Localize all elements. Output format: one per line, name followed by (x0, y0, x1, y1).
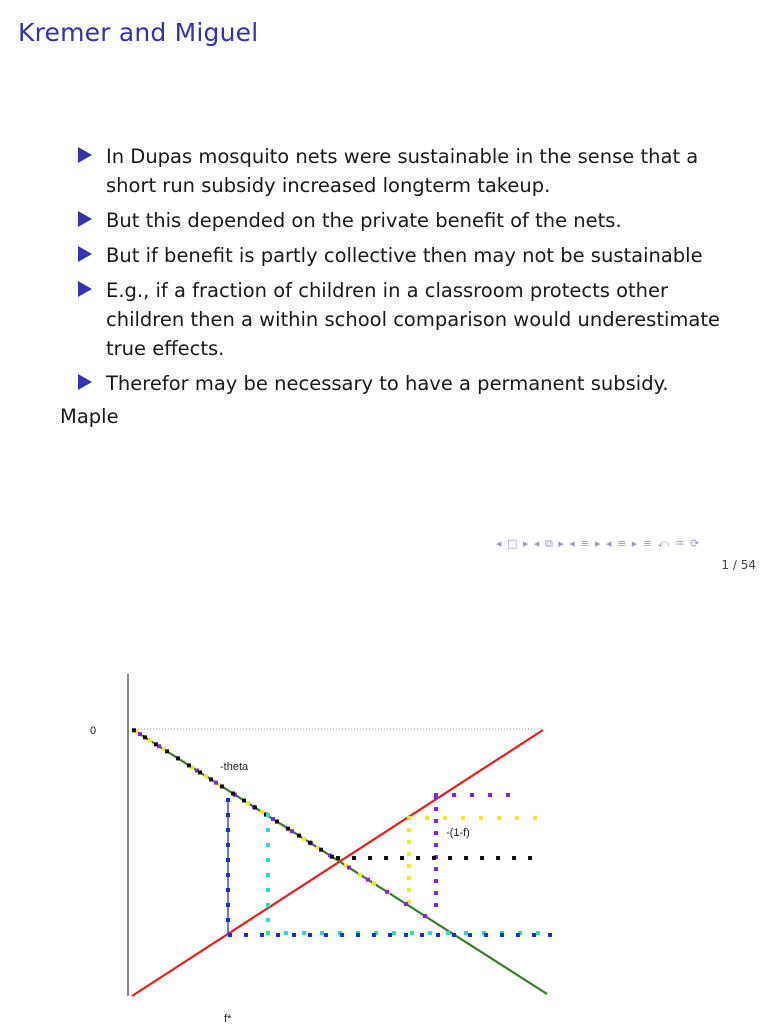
black-dot (308, 841, 312, 845)
blue-dot (324, 933, 328, 937)
black-dot (297, 834, 301, 838)
black-dot (286, 827, 290, 831)
blue-dot (226, 873, 230, 877)
yellow-dot (497, 816, 501, 820)
purple-dot (404, 902, 408, 906)
bullet-text: Therefor may be necessary to have a permanent subsidy. (106, 372, 669, 395)
blue-dot (388, 933, 392, 937)
blue-dot (340, 933, 344, 937)
black-dot (464, 856, 468, 860)
blue-dot (292, 933, 296, 937)
purple-dot (506, 793, 510, 797)
purple-dot (434, 807, 438, 811)
yellow-dot (260, 810, 264, 814)
cyan-dot (266, 858, 270, 862)
beamer-navigation-controls[interactable]: ◂ □ ▸ ◂ ⧉ ▸ ◂ ≡ ▸ ◂ ≡ ▸ ≡ ⤺ ♒ ⟳ (496, 537, 701, 550)
purple-dot (347, 866, 351, 870)
black-dot (432, 856, 436, 860)
blue-dot (226, 843, 230, 847)
blue-dot (356, 933, 360, 937)
cyan-dot (464, 931, 468, 935)
purple-dot (434, 793, 438, 797)
blue-dot (226, 858, 230, 862)
maple-label: Maple (60, 405, 119, 428)
black-dot (231, 791, 235, 795)
blue-dot (404, 933, 408, 937)
cyan-dot (266, 843, 270, 847)
black-dot (448, 856, 452, 860)
blue-dot (226, 813, 230, 817)
diagram-canvas (0, 660, 768, 1024)
blue-dot (226, 828, 230, 832)
blue-dot (516, 933, 520, 937)
black-dot (319, 848, 323, 852)
bullet-item (78, 369, 738, 398)
blue-dot (500, 933, 504, 937)
bullet-text: E.g., if a fraction of children in a classroom protects other children then a within school comparison would underestimate true effects. (106, 279, 720, 360)
triangle-bullet-icon (78, 281, 92, 297)
bullet-item (78, 241, 738, 270)
purple-dot (214, 781, 218, 785)
black-dot (165, 749, 169, 753)
red-line (132, 730, 543, 996)
blue-dot (420, 933, 424, 937)
black-dot (416, 856, 420, 860)
cyan-dot (266, 918, 270, 922)
slide-title: Kremer and Miguel (18, 18, 259, 47)
purple-dot (385, 890, 389, 894)
black-dot (336, 856, 340, 860)
cyan-dot (410, 931, 414, 935)
blue-dot (226, 798, 230, 802)
purple-dot (423, 914, 427, 918)
cyan-dot (536, 931, 540, 935)
cyan-dot (302, 931, 306, 935)
yellow-dot (148, 738, 152, 742)
black-dot (143, 735, 147, 739)
bullet-text: In Dupas mosquito nets were sustainable in the sense that a short run subsidy increased longterm takeup. (106, 145, 699, 197)
bullet-item (78, 276, 738, 363)
yellow-dot (246, 801, 250, 805)
fstar-label: f* (224, 1013, 232, 1024)
blue-dot (548, 933, 552, 937)
black-dot (384, 856, 388, 860)
black-dot (176, 756, 180, 760)
one-minus-f-label: -(1-f) (446, 827, 470, 839)
purple-dot (434, 903, 438, 907)
yellow-dot (407, 852, 411, 856)
cyan-dot (266, 888, 270, 892)
yellow-dot (533, 816, 537, 820)
yellow-dot (425, 816, 429, 820)
black-dot (242, 799, 246, 803)
bullet-item (78, 142, 738, 200)
blue-dot (308, 933, 312, 937)
theta-label: -theta (220, 761, 249, 773)
yellow-dot (372, 882, 376, 886)
blue-dot (226, 903, 230, 907)
page-number: 1 / 54 (721, 558, 756, 572)
black-dot (187, 763, 191, 767)
purple-dot (290, 829, 294, 833)
black-dot (352, 856, 356, 860)
black-dot (400, 856, 404, 860)
cyan-dot (266, 873, 270, 877)
black-dot (368, 856, 372, 860)
blue-dot (260, 933, 264, 937)
dot-series-group (132, 728, 552, 937)
black-dot (528, 856, 532, 860)
bullet-text: But if benefit is partly collective then may not be sustainable (106, 244, 703, 267)
black-dot (512, 856, 516, 860)
cyan-dot (320, 931, 324, 935)
cyan-dot (392, 931, 396, 935)
bullet-text: But this depended on the private benefit of the nets. (106, 209, 622, 232)
blue-dot (372, 933, 376, 937)
black-dot (496, 856, 500, 860)
blue-dot (484, 933, 488, 937)
triangle-bullet-icon (78, 246, 92, 262)
black-dot (253, 806, 257, 810)
cyan-dot (284, 931, 288, 935)
purple-dot (271, 817, 275, 821)
cyan-dot (428, 931, 432, 935)
yellow-dot (204, 774, 208, 778)
purple-dot (434, 891, 438, 895)
yellow-dot (358, 873, 362, 877)
cyan-dot (266, 931, 270, 935)
yellow-dot (407, 828, 411, 832)
diagram-figure (0, 660, 768, 1024)
triangle-bullet-icon (78, 147, 92, 163)
black-dot (480, 856, 484, 860)
black-dot (132, 728, 136, 732)
yellow-dot (407, 864, 411, 868)
cyan-dot (266, 903, 270, 907)
cyan-dot (446, 931, 450, 935)
blue-dot (226, 918, 230, 922)
triangle-bullet-icon (78, 374, 92, 390)
black-dot (209, 777, 213, 781)
black-dot (154, 742, 158, 746)
yellow-dot (479, 816, 483, 820)
purple-dot (434, 867, 438, 871)
purple-dot (434, 843, 438, 847)
blue-dot (532, 933, 536, 937)
black-dot (330, 855, 334, 859)
blue-dot (452, 933, 456, 937)
black-dot (220, 784, 224, 788)
purple-dot (488, 793, 492, 797)
yellow-dot (407, 840, 411, 844)
yellow-dot (461, 816, 465, 820)
purple-dot (366, 878, 370, 882)
blue-dot (436, 933, 440, 937)
black-dot (198, 770, 202, 774)
yellow-dot (407, 888, 411, 892)
cyan-dot (266, 828, 270, 832)
blue-dot (226, 888, 230, 892)
bullet-item (78, 206, 738, 235)
zero-label: 0 (90, 725, 97, 737)
purple-dot (470, 793, 474, 797)
purple-dot (434, 831, 438, 835)
yellow-dot (443, 816, 447, 820)
black-dot (275, 820, 279, 824)
yellow-dot (407, 876, 411, 880)
blue-dot (228, 933, 232, 937)
purple-dot (434, 819, 438, 823)
blue-dot (244, 933, 248, 937)
bullet-list (78, 142, 738, 404)
blue-dot (276, 933, 280, 937)
purple-dot (434, 879, 438, 883)
blue-dot (468, 933, 472, 937)
purple-dot (452, 793, 456, 797)
purple-dot (138, 732, 142, 736)
cyan-dot (266, 813, 270, 817)
yellow-dot (302, 837, 306, 841)
triangle-bullet-icon (78, 211, 92, 227)
yellow-dot (407, 816, 411, 820)
yellow-dot (515, 816, 519, 820)
